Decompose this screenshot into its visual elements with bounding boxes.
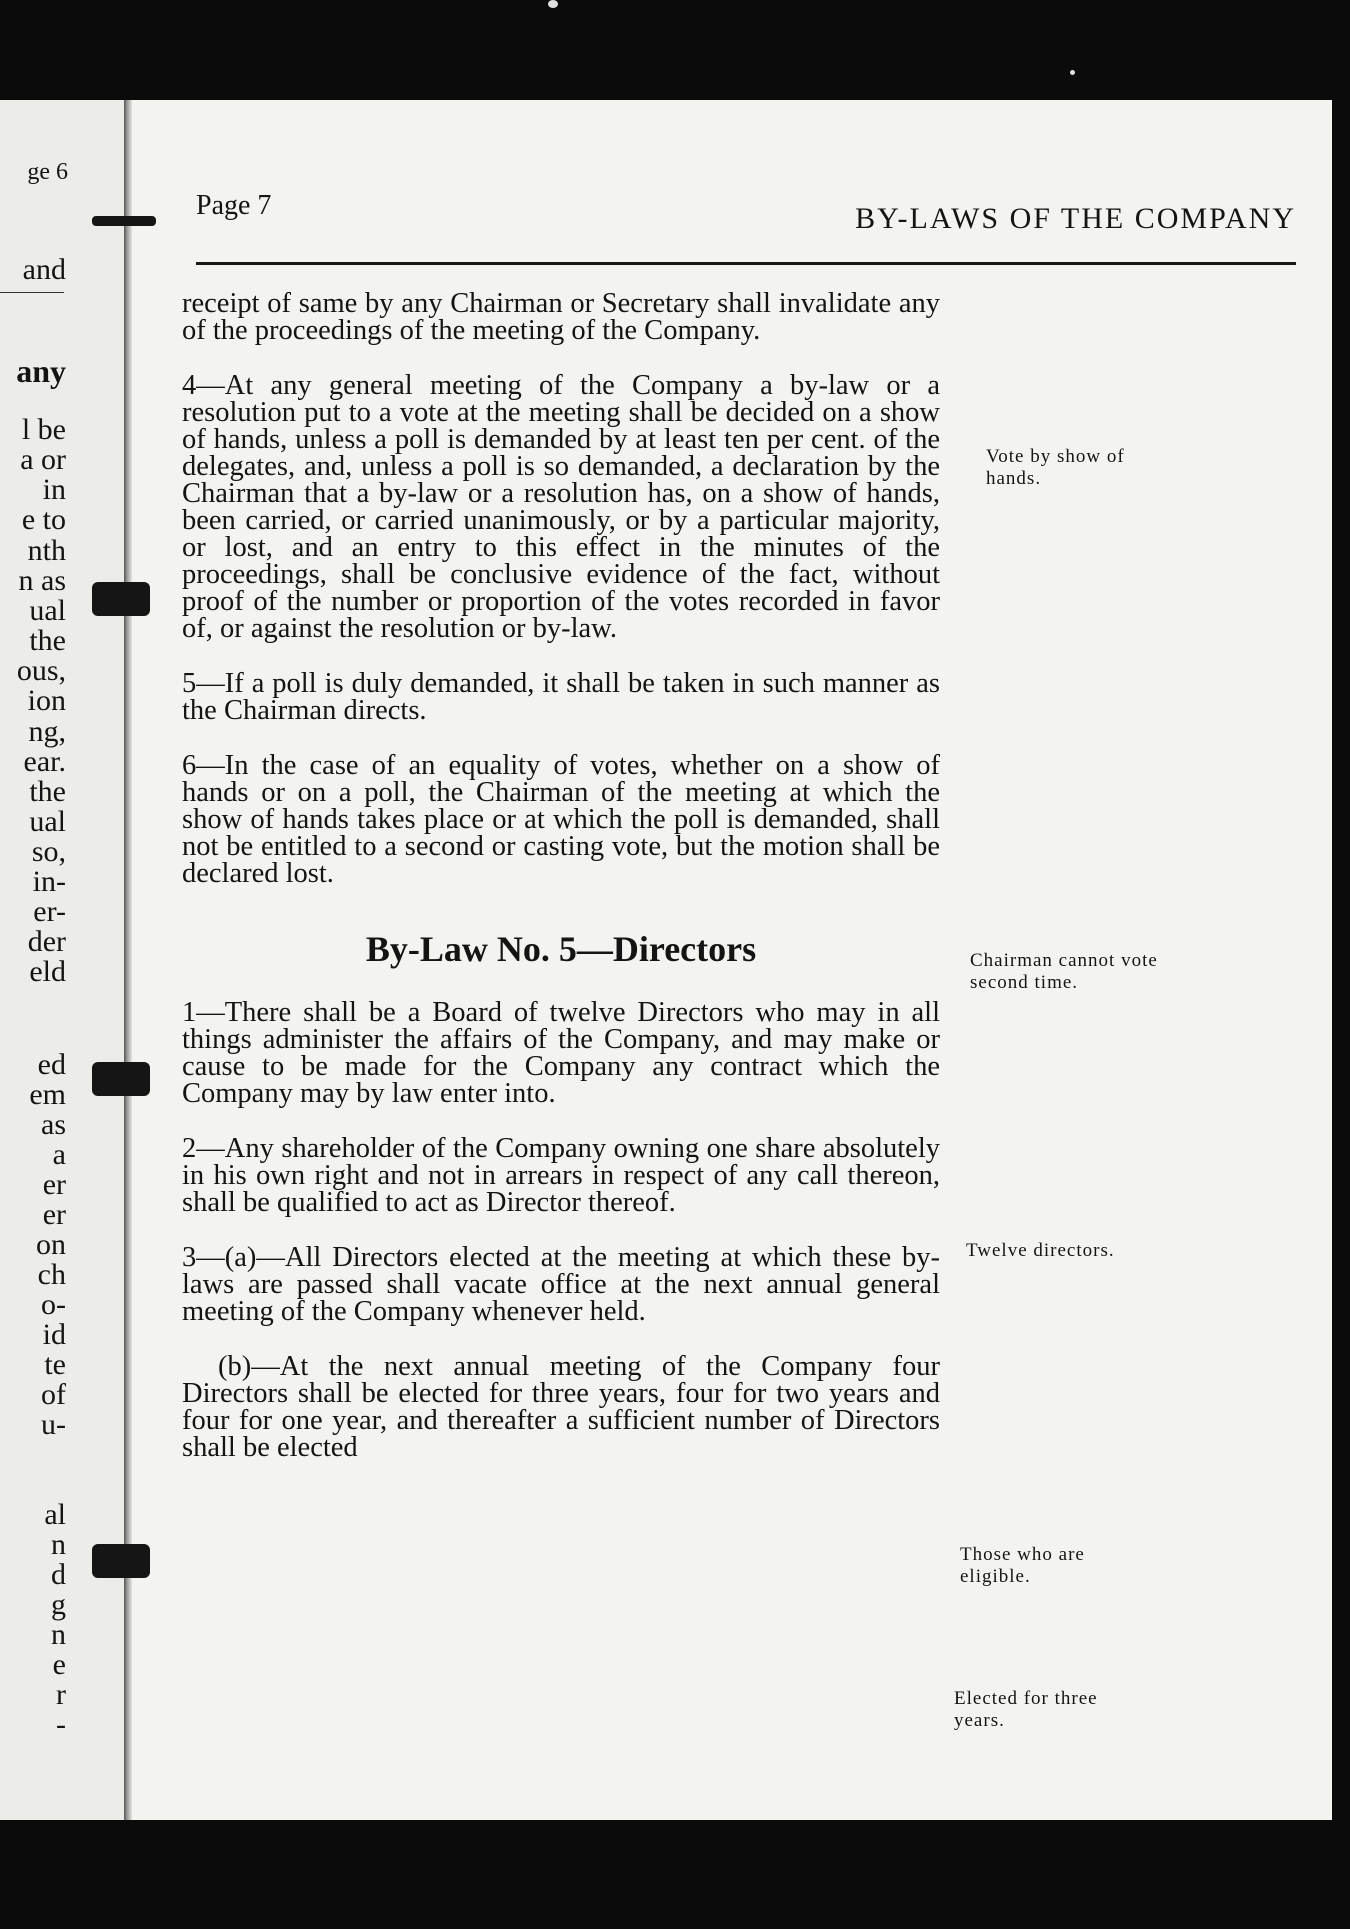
left-page-text-fragment: nth [27,534,66,567]
left-page-text-fragment: er [42,1168,66,1201]
binding-clip [92,216,156,226]
left-page-text-fragment: e to [21,503,66,536]
directors-paragraph-1: 1—There shall be a Board of twelve Directors who may in all things administer the affairs of the Company, and may make or cause to be made for the Company any contract which the Company may by law enter into. [182,997,940,1109]
left-page-text-fragment: the [29,624,66,657]
left-page-text-fragment: er [42,1198,66,1231]
left-page-text-fragment: a or [20,443,66,476]
left-page-text-fragment: so, [31,835,66,868]
left-page-text-fragment: der [27,925,66,958]
margin-note-vote: Vote by show of hands. [986,446,1125,489]
page-header [196,190,1296,236]
left-page-text-fragment: ual [29,805,66,838]
left-page-text-fragment: of [41,1378,66,1411]
left-page-text-fragment: ed [37,1048,66,1081]
paragraph-continued: receipt of same by any Chairman or Secretary shall invalidate any of the proceedings of the meeting of the Company. [182,288,940,346]
left-page-text-fragment: n [51,1528,66,1561]
scan-speck [548,0,558,8]
margin-note-elected: Elected for three years. [954,1688,1098,1731]
left-page-text-fragment: ch [37,1258,66,1291]
left-page-text-fragment: the [29,775,66,808]
left-page-text-fragment: r [56,1678,66,1711]
directors-paragraph-3a: 3—(a)—All Directors elected at the meeting at which these by-laws are passed shall vacate office at the next annual general meeting of the Company whenever held. [182,1242,940,1327]
margin-note-eligible: Those who are eligible. [960,1544,1085,1587]
binding-clip [92,1062,150,1096]
paragraph-4: 4—At any general meeting of the Company a by-law or a resolution put to a vote at the meeting shall be decided on a show of hands, unless a poll is demanded by at least ten per cent. of the delegates, and, unless a poll is so demanded, a declaration by the Chairman that a by-law or a resolution has, on a show of hands, been carried, or carried unanimously, or by a particular majority, or lost, and an entry to this effect in the minutes of the proceedings, shall be conclusive evidence of the fact, without proof of the number or proportion of the votes recorded in favor of, or against the resolution or by-law. [182,370,940,644]
left-page-text-fragment: a [52,1138,66,1171]
left-page-text-fragment: u- [41,1408,66,1441]
left-page-text-fragment: as [41,1108,66,1141]
left-page-text-fragment: n as [18,564,66,597]
left-page-text-fragment: ge 6 [27,159,68,185]
left-page-text-fragment: ous, [16,654,66,687]
left-page-text-fragment: ng, [28,715,66,748]
left-page-text-fragment: - [56,1708,66,1741]
left-page-text-fragment: o- [41,1288,66,1321]
left-page-text-fragment: on [36,1228,66,1261]
page-body [182,290,940,1489]
header-rule [196,262,1296,265]
paragraph-5: 5—If a poll is duly demanded, it shall be taken in such manner as the Chairman directs. [182,668,940,726]
margin-note-twelve: Twelve directors. [966,1240,1115,1261]
section-heading: By-Law No. 5—Directors [365,929,757,969]
left-page-text-fragment: l be [21,413,66,446]
document-page [124,100,1332,1820]
left-page-text-fragment: er- [33,895,66,928]
binding-clip [92,1544,150,1578]
left-page-text-fragment: in- [32,865,66,898]
left-page-text-fragment: ual [29,594,66,627]
left-page-text-fragment: n [51,1618,66,1651]
left-page-text-fragment: id [42,1318,66,1351]
left-page-rule [0,292,64,293]
running-title: BY-LAWS OF THE COMPANY [855,202,1296,235]
binding-clip [92,582,150,616]
left-page-text-fragment: al [44,1498,66,1531]
left-page-text-fragment: d [51,1558,66,1591]
margin-note-chairman: Chairman cannot vote second time. [970,950,1158,993]
left-page-text-fragment: e [52,1648,66,1681]
left-page-text-fragment: ion [27,684,66,717]
left-page-text-fragment: g [51,1588,66,1621]
left-page-text-fragment: and [22,253,66,286]
left-page-text-fragment: any [16,353,66,389]
left-page-text-fragment: ear. [23,745,66,778]
page-number: Page 7 [196,190,272,221]
directors-paragraph-3b: (b)—At the next annual meeting of the Company four Directors shall be elected for three years, four for two years and four for one year, and thereafter a sufficient number of Directors shall be elected [182,1351,940,1463]
left-page-text-fragment: in [42,473,66,506]
left-page-text-fragment: em [29,1078,66,1111]
paragraph-6: 6—In the case of an equality of votes, whether on a show of hands or on a poll, the Chairman of the meeting at which the show of hands takes place or at which the poll is demanded, shall not be entitled to a second or casting vote, but the motion shall be declared lost. [182,750,940,889]
left-page-text-fragment: eld [29,955,66,988]
scan-speck [1070,70,1075,75]
left-page-text-fragment: te [44,1348,66,1381]
directors-paragraph-2: 2—Any shareholder of the Company owning one share absolutely in his own right and not in arrears in respect of any call thereon, shall be qualified to act as Director thereof. [182,1133,940,1218]
